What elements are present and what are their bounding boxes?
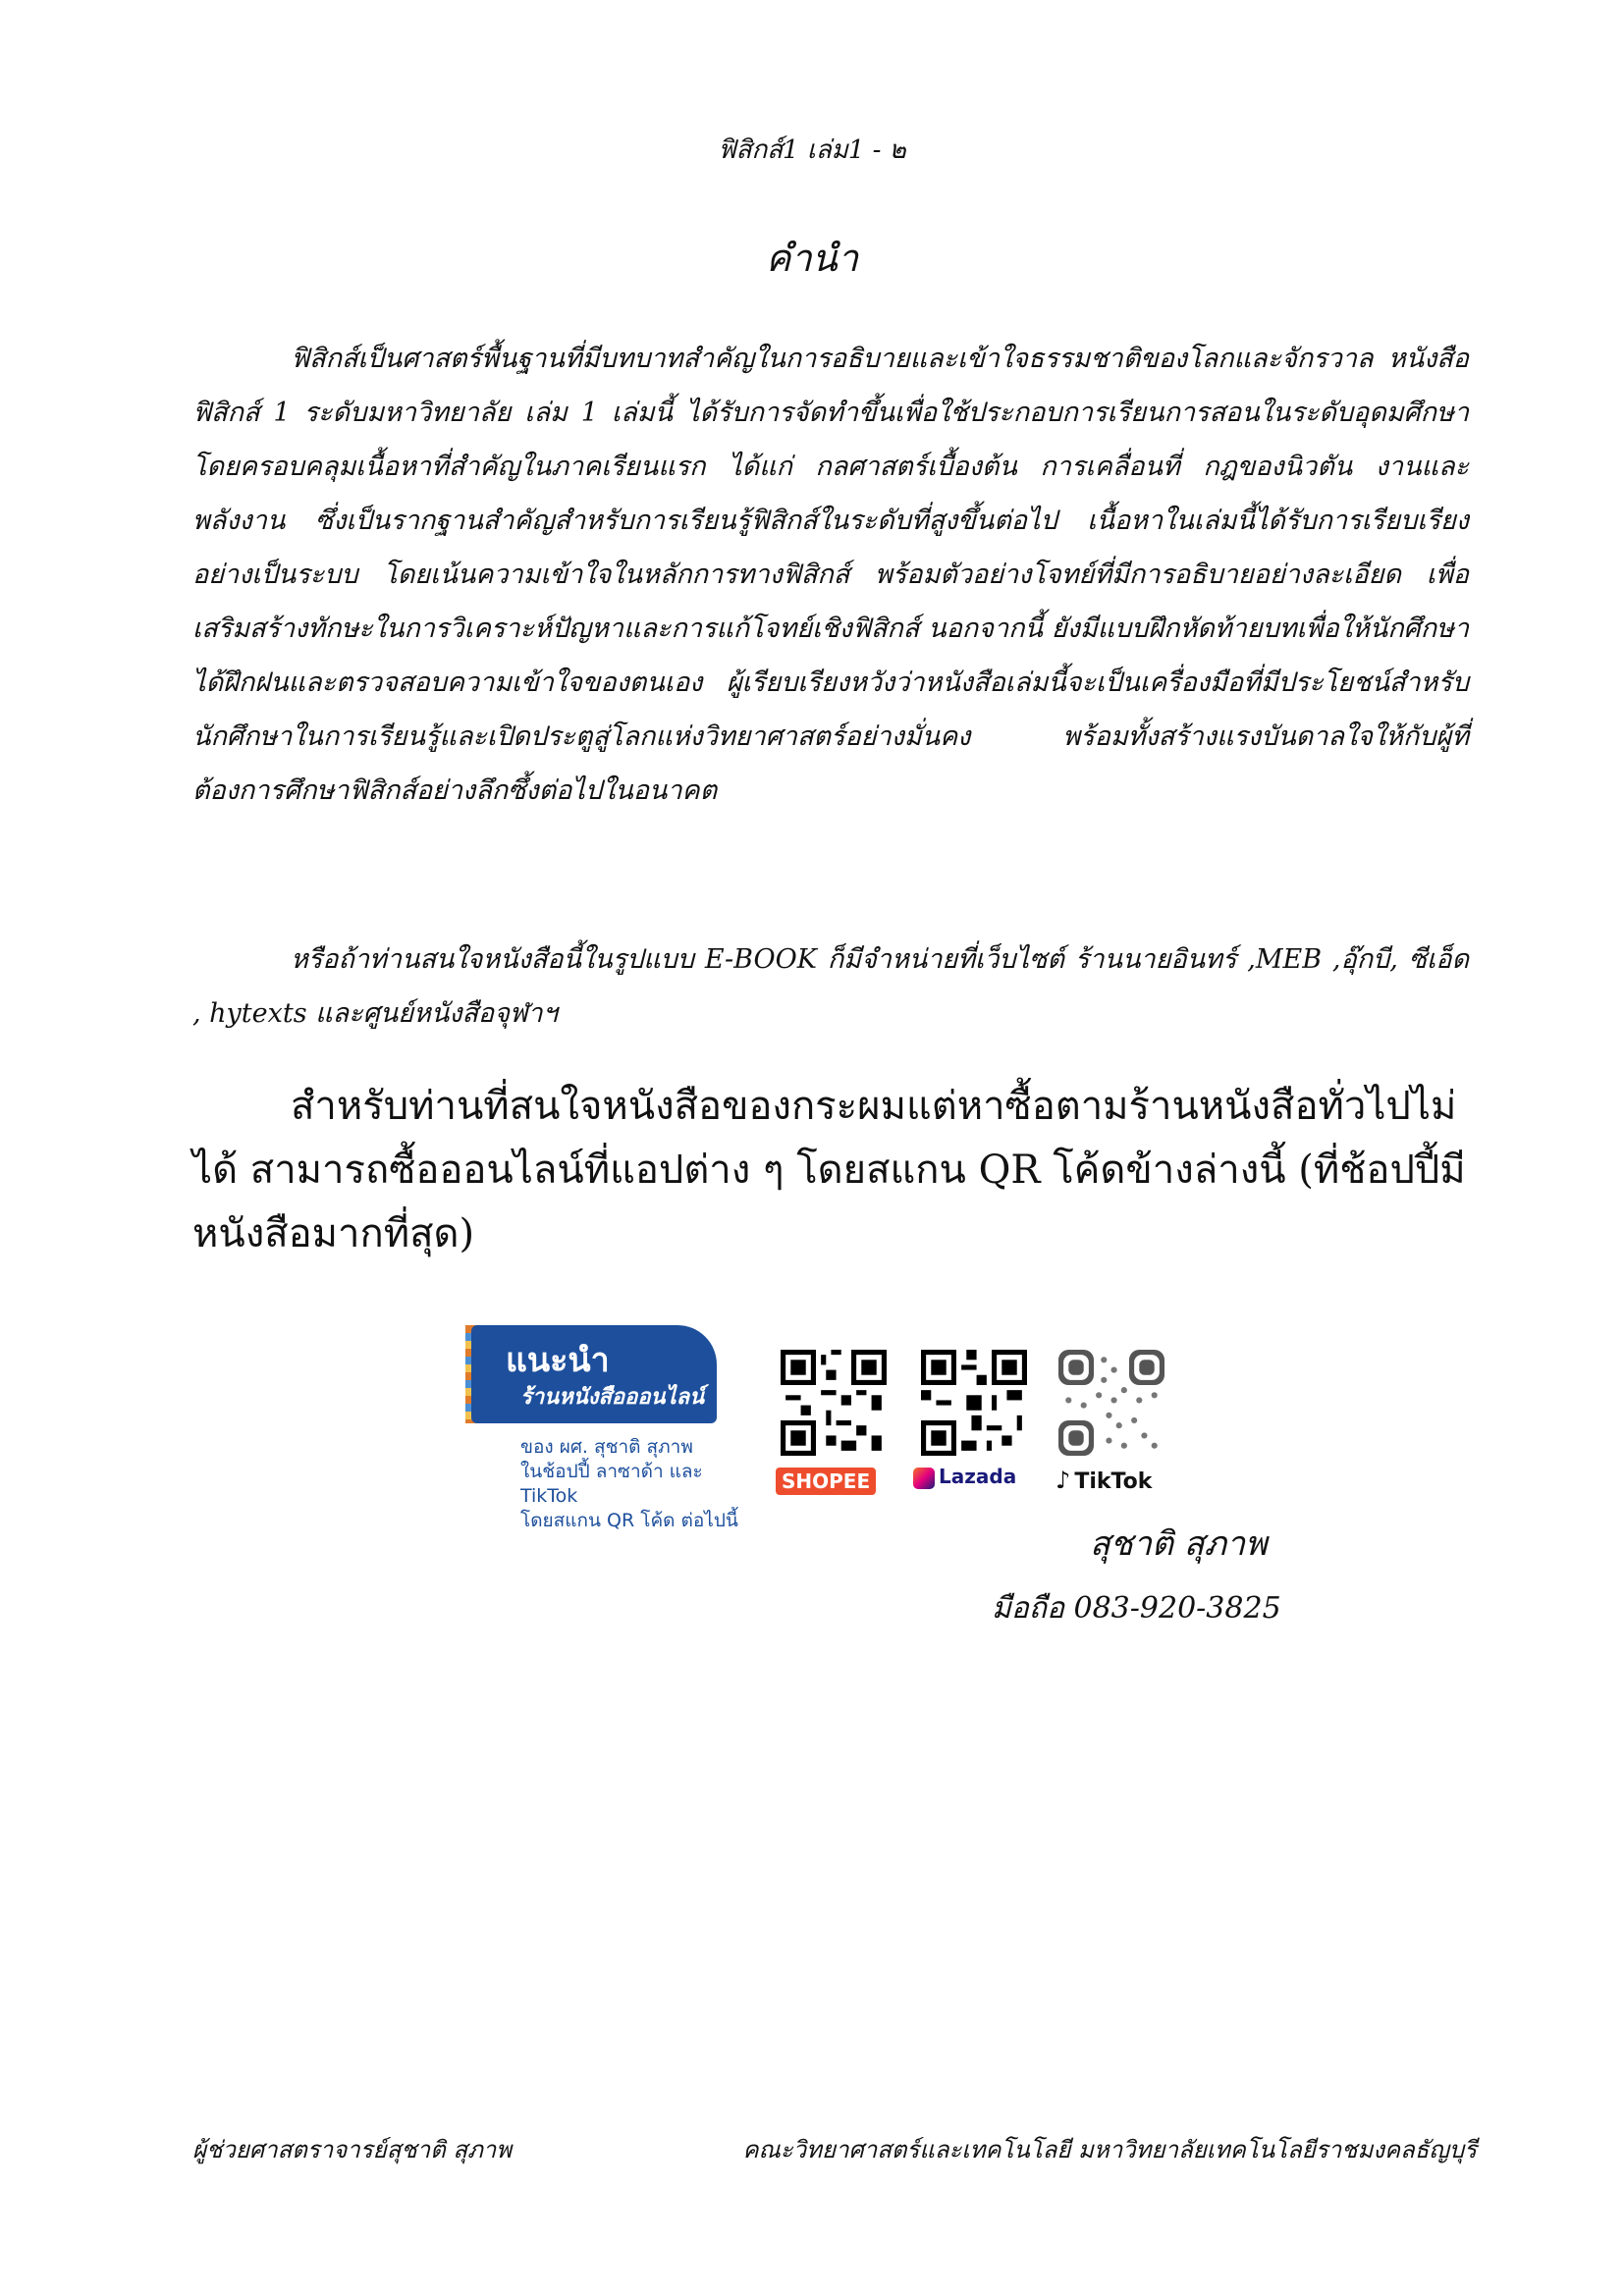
banner-title: แนะนำ	[506, 1341, 610, 1380]
banner-subtitle: ร้านหนังสือออนไลน์	[520, 1385, 705, 1410]
shopee-label: SHOPEE	[782, 1469, 871, 1493]
purchase-notice	[192, 1075, 1469, 1266]
preface-text: ฟิสิกส์เป็นศาสตร์พื้นฐานที่มีบทบาทสำคัญในการอธิบายและเข้าใจธรรมชาติของโลกและจักรวาล หนังสือ ฟิสิกส์ 1 ระดับมหาวิทยาลัย เล่ม 1 เล่มนี้ ได้รับการจัดทำขึ้นเพื่อใช้ประกอบการเรียนการสอนในระดับอุดมศึกษา โดยครอบคลุมเนื้อหาที่สำคัญในภาคเรียนแรก ได้แก่ กลศาสตร์เบื้องต้น การเคลื่อนที่ กฎของนิวตัน งานและพลังงาน ซึ่งเป็นรากฐานสำคัญสำหรับการเรียนรู้ฟิสิกส์ในระดับที่สูงขึ้นต่อไป เนื้อหาในเล่มนี้ได้รับการเรียบเรียงอย่างเป็นระบบ โดยเน้นความเข้าใจในหลักการทางฟิสิกส์ พร้อมตัวอย่างโจทย์ที่มีการอธิบายอย่างละเอียด เพื่อเสริมสร้างทักษะในการวิเคราะห์ปัญหาและการแก้โจทย์เชิงฟิสิกส์ นอกจากนี้ ยังมีแบบฝึกหัดท้ายบทเพื่อให้นักศึกษาได้ฝึกฝนและตรวจสอบความเข้าใจของตนเอง ผู้เรียบเรียงหวังว่าหนังสือเล่มนี้จะเป็นเครื่องมือที่มีประโยชน์สำหรับนักศึกษาในการเรียนรู้และเปิดประตูสู่โลกแห่งวิทยาศาสตร์อย่างมั่นคง พร้อมทั้งสร้างแรงบันดาลใจให้กับผู้ที่ต้องการศึกษาฟิสิกส์อย่างลึกซึ้งต่อไปในอนาคต	[192, 344, 1469, 806]
tiktok-label: TikTok	[1074, 1469, 1153, 1494]
banner-line: ของ ผศ. สุชาติ สุภาพ	[520, 1436, 693, 1458]
lazada-logo	[913, 1465, 1016, 1489]
qr-code-icon	[1058, 1350, 1164, 1456]
preface-paragraph	[192, 332, 1469, 818]
lazada-qr-code[interactable]	[921, 1350, 1027, 1456]
lazada-heart-icon	[913, 1468, 935, 1489]
ebook-text: หรือถ้าท่านสนใจหนังสือนี้ในรูปแบบ E-BOOK ก็มีจำหน่ายที่เว็บไซต์ ร้านนายอินทร์ ,MEB ,อุ๊กบี, ซีเอ็ด , hytexts และศูนย์หนังสือจุฬาฯ	[192, 944, 1469, 1029]
tiktok-logo	[1056, 1467, 1152, 1494]
footer-institution: คณะวิทยาศาสตร์และเทคโนโลยี มหาวิทยาลัยเทคโนโลยีราชมงคลธัญบุรี	[742, 2136, 1477, 2163]
banner-line: โดยสแกน QR โค้ด ต่อไปนี้	[520, 1510, 738, 1531]
page-title: คำนำ	[765, 237, 859, 280]
shopee-logo	[776, 1468, 876, 1495]
lazada-label: Lazada	[939, 1465, 1017, 1488]
footer-author: ผู้ช่วยศาสตราจารย์สุชาติ สุภาพ	[192, 2136, 513, 2163]
shopee-qr-code[interactable]	[781, 1350, 887, 1456]
running-header: ฟิสิกส์1 เล่ม1 - ๒	[718, 135, 906, 165]
qr-code-icon	[921, 1350, 1027, 1456]
banner-header	[471, 1325, 717, 1423]
banner-line: ในช้อปปี้ ลาซาด้า และ TikTok	[520, 1461, 703, 1507]
qr-code-icon	[781, 1350, 887, 1456]
tiktok-qr-code[interactable]	[1058, 1350, 1164, 1456]
author-phone: มือถือ 083-920-3825	[992, 1591, 1281, 1626]
online-store-banner	[471, 1325, 756, 1531]
banner-description	[520, 1435, 756, 1533]
tiktok-note-icon: ♪	[1056, 1467, 1071, 1494]
author-signature-name: สุชาติ สุภาพ	[1090, 1524, 1268, 1564]
ebook-paragraph	[192, 933, 1469, 1041]
purchase-notice-text: สำหรับท่านที่สนใจหนังสือของกระผมแต่หาซื้อตามร้านหนังสือทั่วไปไม่ได้ สามารถซื้อออนไลน์ที่แอปต่าง ๆ โดยสแกน QR โค้ดข้างล่างนี้ (ที่ช้อปปี้มีหนังสือมากที่สุด)	[192, 1084, 1466, 1256]
